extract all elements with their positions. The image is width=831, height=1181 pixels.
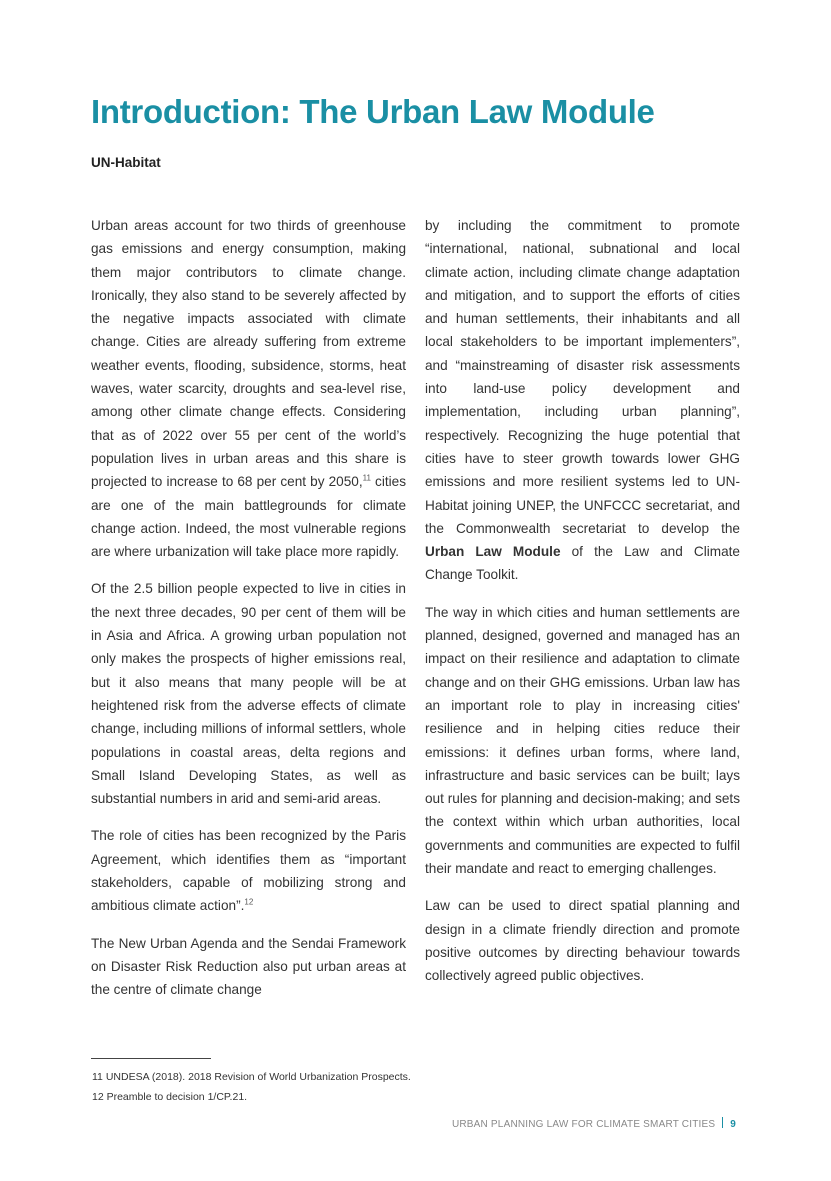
paragraph-text: of the Law and Climate Change Toolkit. [425, 544, 740, 583]
page-title: Introduction: The Urban Law Module [91, 93, 655, 130]
author-name: UN-Habitat [91, 155, 161, 170]
footer-separator [722, 1117, 723, 1128]
paragraph-text: by including the commitment to promote “international, national, subnational and local climate action, including climate change adaptation and mitigation, and to support the efforts of cities and human settlements, their inhabitants and all local stakeholders to be important implementers”, and “mainstreaming of disaster risk assessments into land-use policy development and implementation, including urban planning”, respectively. Recognizing the huge potential that cities have to steer growth towards lower GHG emissions and more resilient systems led to UN-Habitat joining UNEP, the UNFCCC secretariat, and the Commonwealth secretariat to develop the [425, 218, 740, 536]
paragraph-text: The role of cities has been recognized by the Paris Agreement, which identifies them as “important stakeholders, capable of mobilizing strong and ambitious climate action”. [91, 828, 406, 914]
paragraph-text: cities are one of the main battlegrounds for climate change action. Indeed, the most vulnerable regions are where urbanization will take place more rapidly. [91, 474, 407, 560]
running-title: URBAN PLANNING LAW FOR CLIMATE SMART CITIES [451, 1119, 716, 1130]
module-name-emphasis: Urban Law Module [425, 544, 561, 560]
paragraph [425, 214, 740, 587]
paragraph: Law can be used to direct spatial planning and design in a climate friendly direction and promote positive outcomes by directing behaviour towards collectively agreed public objectives. [425, 898, 740, 984]
footnote-reference[interactable]: 12 [244, 897, 254, 907]
right-column [425, 214, 740, 1002]
paragraph: The New Urban Agenda and the Sendai Framework on Disaster Risk Reduction also put urban areas at the centre of climate change [91, 935, 406, 998]
footnotes [92, 1067, 592, 1107]
page-footer [452, 1117, 736, 1133]
paragraph: The way in which cities and human settlements are planned, designed, governed and managed has an impact on their resilience and adaptation to climate change and on their GHG emissions. Urban law has an important role to play in increasing cities' resilience and in helping cities reduce their emissions: it defines urban forms, where land, infrastructure and basic services can be built; lays out rules for planning and decision-making; and sets the context within which urban authorities, local governments and communities are expected to fulfil their mandate and react to emerging challenges. [425, 604, 740, 877]
paragraph [91, 214, 406, 563]
footnote-reference[interactable]: 11 [362, 473, 371, 483]
page-number: 9 [730, 1119, 736, 1130]
left-column [91, 214, 406, 1002]
footnote: 11 UNDESA (2018). 2018 Revision of World Urbanization Prospects. [92, 1071, 411, 1083]
paragraph-text: Urban areas account for two thirds of greenhouse gas emissions and energy consumption, making them major contributors to climate change. Ironically, they also stand to be severely affected by the negative impacts associated with climate change. Cities are already suffering from extreme weather events, flooding, subsidence, storms, heat waves, water scarcity, droughts and sea-level rise, among other climate change effects. Considering that as of 2022 over 55 per cent of the world’s population lives in urban areas and this share is projected to increase to 68 per cent by 2050, [91, 218, 406, 490]
paragraph: Of the 2.5 billion people expected to live in cities in the next three decades, 90 per cent of them will be in Asia and Africa. A growing urban population not only makes the prospects of higher emissions real, but it also means that many people will be at heightened risk from the adverse effects of climate change, including millions of informal settlers, whole populations in coastal areas, delta regions and Small Island Developing States, as well as substantial numbers in arid and semi-arid areas. [91, 581, 406, 807]
footnote-divider [91, 1058, 211, 1059]
footnote: 12 Preamble to decision 1/CP.21. [92, 1091, 248, 1103]
paragraph [91, 824, 406, 917]
